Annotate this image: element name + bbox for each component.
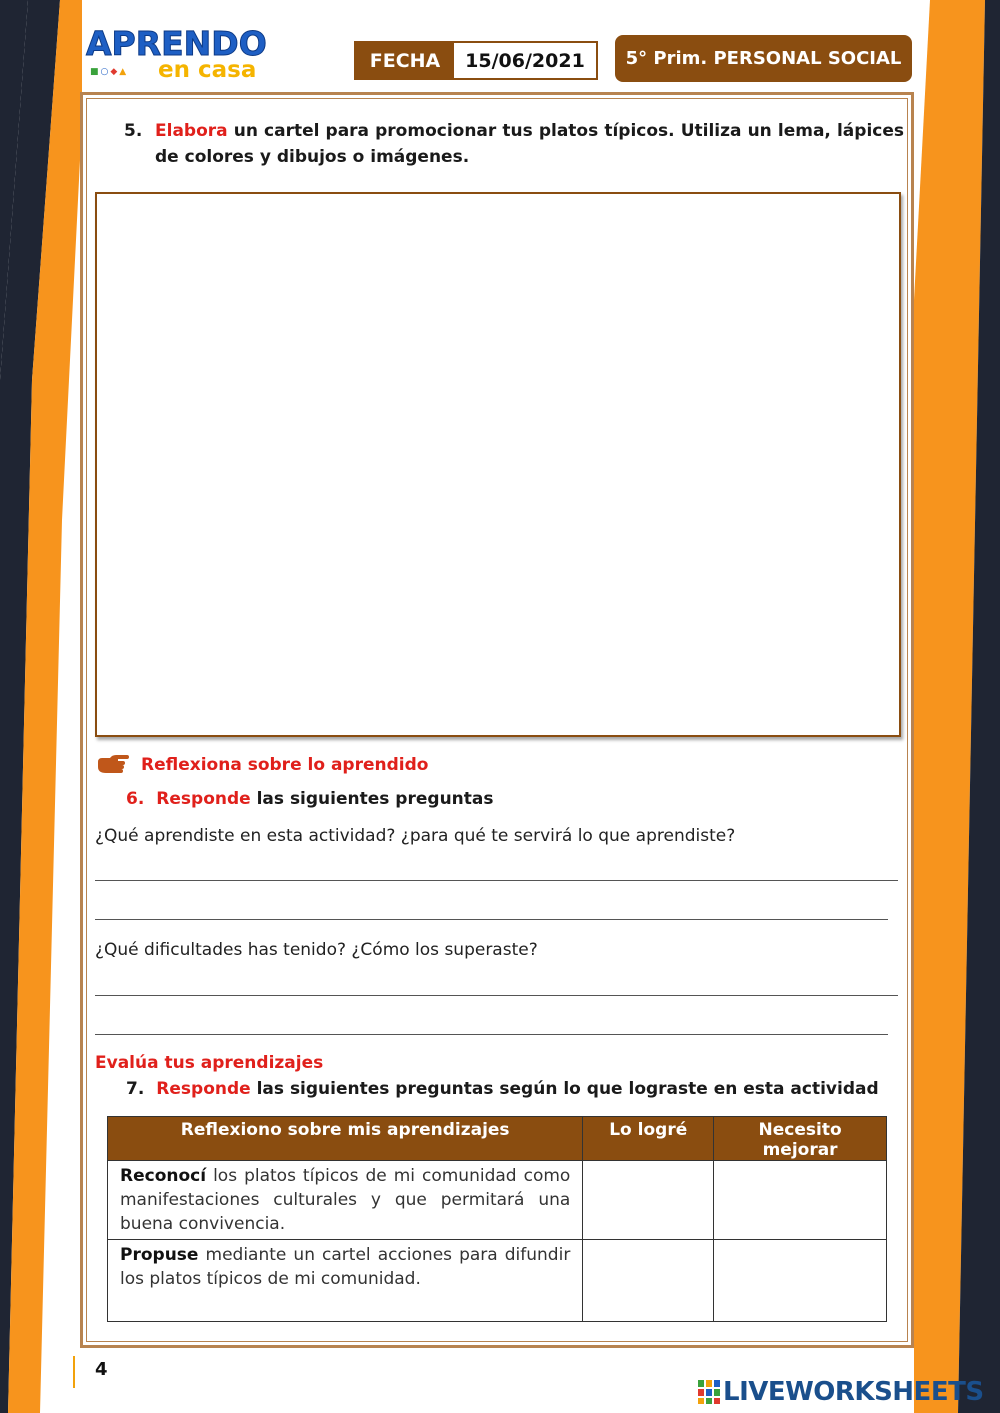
column-header: Reflexiono sobre mis aprendizajes: [108, 1117, 583, 1161]
question-6-number: 6.: [126, 789, 145, 809]
question-7-verb: Responde: [156, 1079, 251, 1099]
answer-line[interactable]: [95, 919, 888, 920]
table-row: [108, 1161, 887, 1240]
subject-badge: 5° Prim. PERSONAL SOCIAL: [615, 35, 912, 82]
logo-title: APRENDO: [86, 24, 267, 63]
question-7-text: las siguientes preguntas según lo que lograste en esta actividad: [250, 1079, 879, 1099]
aprendo-en-casa-logo: [86, 26, 276, 86]
table-row: [108, 1240, 887, 1322]
question-7: [126, 1079, 879, 1099]
necesito-mejorar-cell[interactable]: [714, 1161, 887, 1240]
table-cell-description: [108, 1240, 583, 1322]
page-number: 4: [95, 1359, 108, 1380]
evalua-heading: Evalúa tus aprendizajes: [95, 1053, 324, 1073]
liveworksheets-text: LIVEWORKSHEETS: [723, 1377, 984, 1407]
answer-line[interactable]: [95, 880, 898, 881]
question-6-text: las siguientes preguntas: [250, 789, 494, 809]
row-text: los platos típicos de mi comunidad como manifestaciones culturales y que permitará una buena convivencia.: [120, 1166, 571, 1234]
question-6-verb: Responde: [156, 789, 251, 809]
row-keyword: Reconocí: [120, 1166, 207, 1186]
logo-shapes-icon: ■○◆▲: [90, 67, 129, 77]
question-5: [124, 118, 904, 170]
row-keyword: Propuse: [120, 1245, 199, 1265]
lo-logre-cell[interactable]: [583, 1240, 714, 1322]
page-number-bar: [73, 1356, 75, 1388]
column-header: Lo logré: [583, 1117, 714, 1161]
self-evaluation-table: [107, 1116, 887, 1322]
question-6: [126, 789, 494, 809]
question-5-verb: Elabora: [155, 121, 228, 141]
date-value: 15/06/2021: [465, 49, 585, 72]
liveworksheets-logo-icon: [698, 1380, 720, 1404]
table-cell-description: [108, 1161, 583, 1240]
reflexiona-heading: [96, 750, 428, 780]
row-text: mediante un cartel acciones para difundir los platos típicos de mi comunidad.: [120, 1245, 571, 1289]
question-5-text: un cartel para promocionar tus platos típicos. Utiliza un lema, lápices de colores y dibujos o imágenes.: [155, 121, 904, 167]
liveworksheets-brand: [698, 1377, 984, 1407]
answer-line[interactable]: [95, 1034, 888, 1035]
pointing-hand-icon: [96, 752, 130, 778]
column-header: Necesito mejorar: [714, 1117, 887, 1161]
reflection-question-2: ¿Qué dificultades has tenido? ¿Cómo los superaste?: [95, 940, 538, 960]
necesito-mejorar-cell[interactable]: [714, 1240, 887, 1322]
logo-subtitle: en casa: [158, 57, 257, 83]
poster-drawing-area[interactable]: [95, 192, 901, 737]
date-label: FECHA: [356, 43, 454, 78]
lo-logre-cell[interactable]: [583, 1161, 714, 1240]
reflexiona-text: Reflexiona sobre lo aprendido: [141, 755, 429, 775]
question-5-number: 5.: [124, 121, 143, 141]
question-7-number: 7.: [126, 1079, 145, 1099]
answer-line[interactable]: [95, 995, 898, 996]
table-header-row: [108, 1117, 887, 1161]
date-box: [354, 41, 598, 80]
reflection-question-1: ¿Qué aprendiste en esta actividad? ¿para qué te servirá lo que aprendiste?: [95, 826, 736, 846]
